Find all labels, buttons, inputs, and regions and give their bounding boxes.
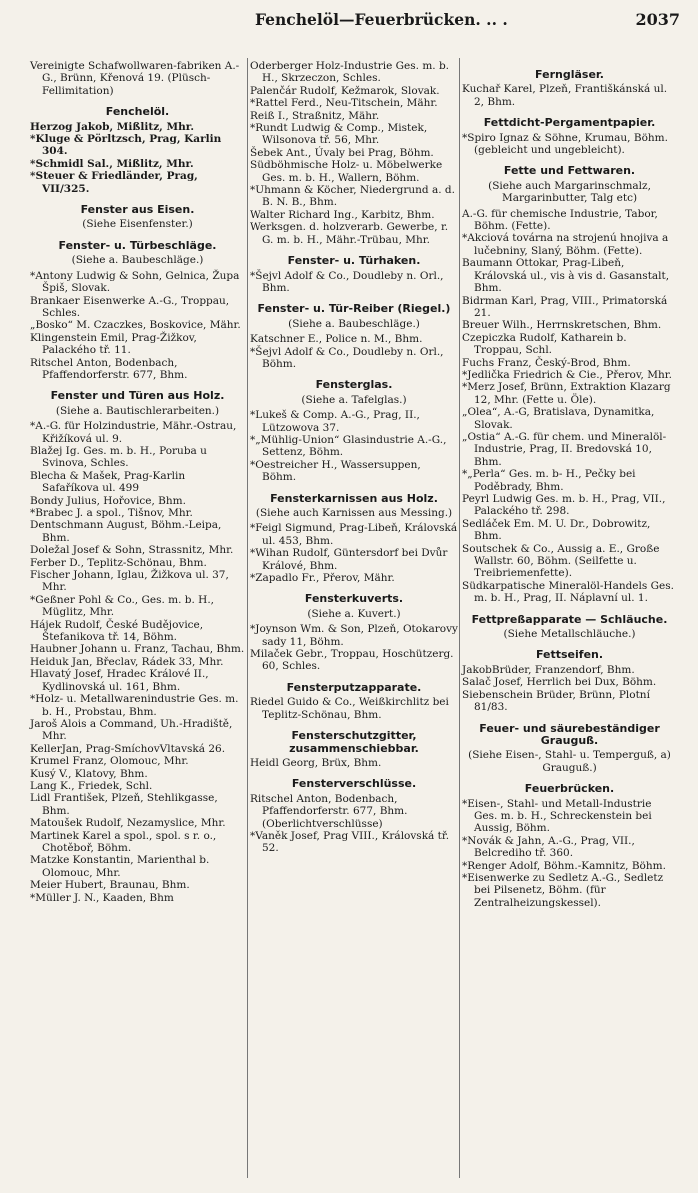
directory-entry: *Rattel Ferd., Neu-Titschein, Mähr. bbox=[250, 97, 438, 110]
directory-entry: *Kluge & Pörltzsch, Prag, Karlin 304. bbox=[30, 133, 222, 158]
directory-entry: Breuer Wilh., Herrnskretschen, Bhm. bbox=[462, 319, 662, 332]
directory-entry: Südböhmische Holz- u. Möbelwerke Ges. m. b. H., Wallern, Böhm. bbox=[250, 159, 443, 184]
directory-entry: Kusý V., Klatovy, Bhm. bbox=[30, 767, 148, 780]
directory-entry: Blecha & Mašek, Prag-Karlin Safaříkova ul. 499 bbox=[30, 469, 186, 495]
directory-entry: Czepiczka Rudolf, Katharein b. Troppau, Schl. bbox=[462, 331, 627, 357]
section-heading: Fensterputzapparate. bbox=[286, 680, 422, 694]
directory-entry: *Rundt Ludwig & Comp., Mistek, Wilsonova tř. 56, Mhr. bbox=[250, 122, 428, 147]
column-divider-left bbox=[247, 58, 248, 1178]
directory-entry: „Bosko“ M. Czaczkes, Boskovice, Mähr. bbox=[30, 319, 241, 332]
directory-entry: Riedel Guido & Co., Weißkirchlitz bei Teplitz-Schönau, Bhm. bbox=[250, 696, 449, 721]
directory-entry: Sedláček Em. M. U. Dr., Dobrowitz, Bhm. bbox=[462, 517, 651, 543]
directory-entry: Martinek Karel a spol., spol. s r. o., Chotěboř, Böhm. bbox=[30, 829, 217, 854]
directory-entry: Hlavatý Josef, Hradec Králové II., Kydlinovská ul. 161, Bhm. bbox=[30, 668, 209, 693]
directory-entry: *„Mühlig-Union“ Glasindustrie A.-G., Settenz, Böhm. bbox=[250, 433, 447, 459]
section-heading: Feuer- und säurebeständiger Grauguß. bbox=[479, 721, 660, 747]
directory-entry: *Oestreicher H., Wassersuppen, Böhm. bbox=[250, 458, 421, 484]
section-heading: Fensterverschlüsse. bbox=[291, 777, 417, 791]
directory-entry: *Akciová továrna na strojenú hnojiva a lučebniny, Slaný, Böhm. (Fette). bbox=[462, 232, 669, 257]
column-divider-right bbox=[459, 58, 460, 1178]
section-heading: Fensterkarnissen aus Holz. bbox=[270, 491, 438, 505]
column-middle bbox=[250, 60, 458, 855]
directory-entry: Haubner Johann u. Franz, Tachau, Bhm. bbox=[30, 643, 245, 656]
directory-entry: *Geßner Pohl & Co., Ges. m. b. H., Müglitz, Mhr. bbox=[30, 593, 215, 619]
directory-entry: Salač Josef, Herrlich bei Dux, Böhm. bbox=[462, 676, 657, 689]
directory-entry: Palenčár Rudolf, Kežmarok, Slovak. bbox=[250, 84, 440, 97]
directory-entry: Fischer Johann, Iglau, Žižkova ul. 37, Mhr. bbox=[30, 569, 229, 594]
directory-entry: Heidl Georg, Brüx, Bhm. bbox=[250, 756, 382, 769]
section-heading: Fettseifen. bbox=[535, 648, 604, 662]
directory-entry: *Eisenwerke zu Sedletz A.-G., Sedletz bei Pilsenetz, Böhm. (für Zentralheizungskessel). bbox=[462, 871, 664, 909]
section-heading: Ferngläser. bbox=[535, 68, 604, 81]
directory-entry: Šebek Ant., Úvaly bei Prag, Böhm. bbox=[250, 146, 434, 159]
column-left bbox=[30, 60, 245, 904]
directory-entry: Siebenschein Brüder, Brünn, Plotní 81/83. bbox=[462, 688, 650, 714]
section-heading: Fettdicht-Pergamentpapier. bbox=[483, 116, 656, 130]
cross-reference: (Siehe Metallschläuche.) bbox=[503, 628, 636, 641]
directory-entry: „Olea“, A.-G, Bratislava, Dynamitka, Slovak. bbox=[462, 406, 655, 431]
directory-entry: Lidl František, Plzeň, Stehlikgasse, Bhm. bbox=[30, 792, 218, 817]
directory-entry: Matoušek Rudolf, Nezamyslice, Mhr. bbox=[30, 817, 226, 830]
section-heading: Fenster und Türen aus Holz. bbox=[50, 389, 225, 403]
directory-entry: Bondy Julius, Hořovice, Bhm. bbox=[30, 494, 186, 507]
directory-entry: Matzke Konstantin, Marienthal b. Olomouc, Mhr. bbox=[30, 854, 210, 879]
directory-entry: Kuchař Karel, Plzeň, Františkánská ul. 2, Bhm. bbox=[462, 83, 668, 108]
directory-entry: Bidrman Karl, Prag, VIII., Primatorská 21. bbox=[462, 294, 668, 319]
directory-entry: *„Perla“ Ges. m. b- H., Pečky bei Poděbrady, Bhm. bbox=[462, 468, 636, 493]
directory-entry: Lang K., Friedek, Schl. bbox=[30, 779, 153, 792]
directory-entry: *Wihan Rudolf, Güntersdorf bei Dvůr Králové, Bhm. bbox=[250, 547, 448, 572]
directory-entry: Heiduk Jan, Břeclav, Rádek 33, Mhr. bbox=[30, 655, 224, 668]
directory-entry: Baumann Ottokar, Prag-Libeň, Královská ul., vis à vis d. Gasanstalt, Bhm. bbox=[462, 257, 670, 295]
cross-reference: (Siehe a. Tafelglas.) bbox=[301, 393, 407, 406]
directory-entry: Ferber D., Teplitz-Schönau, Bhm. bbox=[30, 556, 207, 569]
directory-entry: Reiß I., Straßnitz, Mähr. bbox=[250, 109, 380, 122]
directory-entry: *Zapadlo Fr., Přerov, Mähr. bbox=[250, 572, 395, 585]
directory-entry: „Ostia“ A.-G. für chem. und Mineralöl-Industrie, Prag, II. Bredovská 10, Bhm. bbox=[462, 430, 667, 468]
cross-reference: (Siehe a. Baubeschläge.) bbox=[71, 254, 204, 267]
directory-entry: *Vaněk Josef, Prag VIII., Královská tř. 52. bbox=[250, 829, 450, 855]
directory-entry: Ritschel Anton, Bodenbach, Pfaffendorferstr. 677, Bhm. (Oberlichtverschlüsse) bbox=[250, 792, 408, 830]
directory-entry: Peyrl Ludwig Ges. m. b. H., Prag, VII., Palackého tř. 298. bbox=[462, 493, 666, 518]
directory-entry: KellerJan, Prag-SmíchovVltavská 26. bbox=[30, 742, 226, 755]
section-heading: Fenster- u. Türbeschläge. bbox=[58, 238, 217, 252]
directory-entry: Krumel Franz, Olomouc, Mhr. bbox=[30, 755, 189, 768]
cross-reference: (Siehe Eisen-, Stahl- u. Temperguß, a) Grauguß.) bbox=[468, 749, 671, 774]
directory-entry: *Brabec J. a spol., Tišnov, Mhr. bbox=[30, 507, 193, 519]
directory-entry: Jaroš Alois a Command, Uh.-Hradiště, Mhr. bbox=[30, 717, 233, 743]
directory-entry: *Steuer & Friedländer, Prag, VII/325. bbox=[30, 170, 198, 195]
directory-entry: Katschner E., Police n. M., Bhm. bbox=[250, 333, 423, 346]
directory-entry: *Holz- u. Metallwarenindustrie Ges. m. b. H., Probstau, Bhm. bbox=[30, 693, 239, 718]
page-title: Fenchelöl—Feuerbrücken. .. . bbox=[255, 10, 508, 29]
cross-reference: (Siehe a. Bautischlerarbeiten.) bbox=[55, 404, 220, 417]
directory-entry: *Merz Josef, Brünn, Extraktion Klazarg 12, Mhr. (Fette u. Öle). bbox=[462, 381, 671, 406]
directory-entry: *Šejvl Adolf & Co., Doudleby n. Orl., Bhm. bbox=[250, 269, 444, 294]
directory-entry: Klingenstein Emil, Prag-Žižkov, Palackého tř. 11. bbox=[30, 331, 197, 357]
directory-entry: Milaček Gebr., Troppau, Hoschützerg. 60, Schles. bbox=[250, 648, 454, 673]
directory-entry: *Novák & Jahn, A.-G., Prag, VII., Belcrediho tř. 360. bbox=[462, 834, 635, 860]
directory-entry: *Spiro Ignaz & Söhne, Krumau, Böhm. (gebleicht und ungebleicht). bbox=[462, 131, 668, 157]
directory-entry: Doležal Josef & Sohn, Strassnitz, Mhr. bbox=[30, 544, 234, 557]
cross-reference: (Siehe a. Baubeschläge.) bbox=[288, 317, 420, 330]
cross-reference: (Siehe a. Kuvert.) bbox=[307, 607, 401, 620]
cross-reference: (Siehe auch Margarinschmalz, Margarinbutter, Talg etc) bbox=[488, 179, 651, 205]
directory-entry: *Renger Adolf, Böhm.-Kamnitz, Böhm. bbox=[462, 859, 666, 872]
directory-entry: Fuchs Franz, Český-Brod, Bhm. bbox=[462, 356, 631, 369]
page-header bbox=[0, 6, 698, 40]
column-right bbox=[462, 60, 677, 909]
section-heading: Fenster- u. Tür-Reiber (Riegel.) bbox=[257, 302, 451, 316]
directory-entry: Walter Richard Ing., Karbitz, Bhm. bbox=[250, 208, 435, 221]
section-heading: Fenster aus Eisen. bbox=[80, 203, 195, 217]
directory-entry: *Jedlička Friedrich & Cie., Přerov, Mhr. bbox=[462, 368, 672, 381]
directory-entry: *Joynson Wm. & Son, Plzeň, Otokarovy sady 11, Böhm. bbox=[250, 623, 458, 648]
directory-entry: *Uhmann & Köcher, Niedergrund a. d. B. N. B., Bhm. bbox=[250, 184, 455, 209]
section-heading: Fettpreßapparate — Schläuche. bbox=[471, 612, 668, 626]
directory-entry: Dentschmann August, Böhm.-Leipa, Bhm. bbox=[30, 519, 222, 544]
section-heading: Fensterkuverts. bbox=[304, 592, 404, 606]
directory-entry: Hájek Rudolf, České Budějovice, Štefanikova tř. 14, Böhm. bbox=[30, 618, 204, 644]
directory-entry: *Feigl Sigmund, Prag-Libeň, Královská ul. 453, Bhm. bbox=[250, 522, 458, 547]
title-dots: .. . bbox=[486, 10, 508, 29]
directory-entry: Oderberger Holz-Industrie Ges. m. b. H., Skrzeczon, Schles. bbox=[250, 60, 450, 85]
section-heading: Fensterschutzgitter, zusammenschiebbar. bbox=[289, 729, 419, 755]
directory-entry: Meier Hubert, Braunau, Bhm. bbox=[30, 879, 190, 892]
directory-entry: *Lukeš & Comp. A.-G., Prag, II., Lützowova 37. bbox=[250, 409, 420, 434]
directory-entry: *Antony Ludwig & Sohn, Gelnica, Župa Špiš, Slovak. bbox=[30, 269, 240, 295]
directory-entry: Südkarpatische Mineralöl-Handels Ges. m. b. H., Prag, II. Náplavní ul. 1. bbox=[462, 579, 674, 605]
directory-entry: *Schmidl Sal., Mißlitz, Mhr. bbox=[30, 157, 194, 170]
section-heading: Fensterglas. bbox=[315, 378, 393, 392]
directory-entry: A.-G. für chemische Industrie, Tabor, Böhm. (Fette). bbox=[462, 207, 658, 233]
directory-entry: *Šejvl Adolf & Co., Doudleby n. Orl., Böhm. bbox=[250, 345, 444, 370]
directory-entry: Blažej Ig. Ges. m. b. H., Poruba u Svinova, Schles. bbox=[30, 444, 207, 470]
directory-entry: Werksgen. d. holzverarb. Gewerbe, r. G. m. b. H., Mähr.-Trübau, Mhr. bbox=[250, 221, 449, 246]
page-number: 2037 bbox=[635, 10, 680, 29]
directory-entry: Vereinigte Schafwollwaren-fabriken A.-G., Brünn, Křenová 19. (Plüsch-Fellimitation) bbox=[30, 60, 240, 97]
cross-reference: (Siehe Eisenfenster.) bbox=[82, 218, 193, 231]
section-heading: Fenster- u. Türhaken. bbox=[287, 254, 421, 268]
section-heading: Fette und Fettwaren. bbox=[503, 164, 636, 178]
directory-entry: Ritschel Anton, Bodenbach, Pfaffendorferstr. 677, Bhm. bbox=[30, 356, 188, 381]
directory-entry: Soutschek & Co., Aussig a. E., Große Wallstr. 60, Böhm. (Seilfette u. Treibriemenfette). bbox=[462, 542, 660, 580]
directory-entry: JakobBrüder, Franzendorf, Bhm. bbox=[462, 663, 635, 676]
directory-entry: Brankaer Eisenwerke A.-G., Troppau, Schles. bbox=[30, 294, 230, 319]
directory-entry: *A.-G. für Holzindustrie, Mähr.-Ostrau, Křižíková ul. 9. bbox=[30, 420, 237, 445]
directory-entry: *Müller J. N., Kaaden, Bhm bbox=[30, 891, 174, 904]
section-heading: Feuerbrücken. bbox=[524, 782, 615, 796]
directory-entry: Herzog Jakob, Mißlitz, Mhr. bbox=[30, 120, 194, 133]
directory-entry: *Eisen-, Stahl- und Metall-Industrie Ges. m. b. H., Schreckenstein bei Aussig, Böhm. bbox=[462, 797, 652, 835]
section-heading: Fenchelöl. bbox=[105, 105, 170, 119]
cross-reference: (Siehe auch Karnissen aus Messing.) bbox=[255, 507, 453, 519]
